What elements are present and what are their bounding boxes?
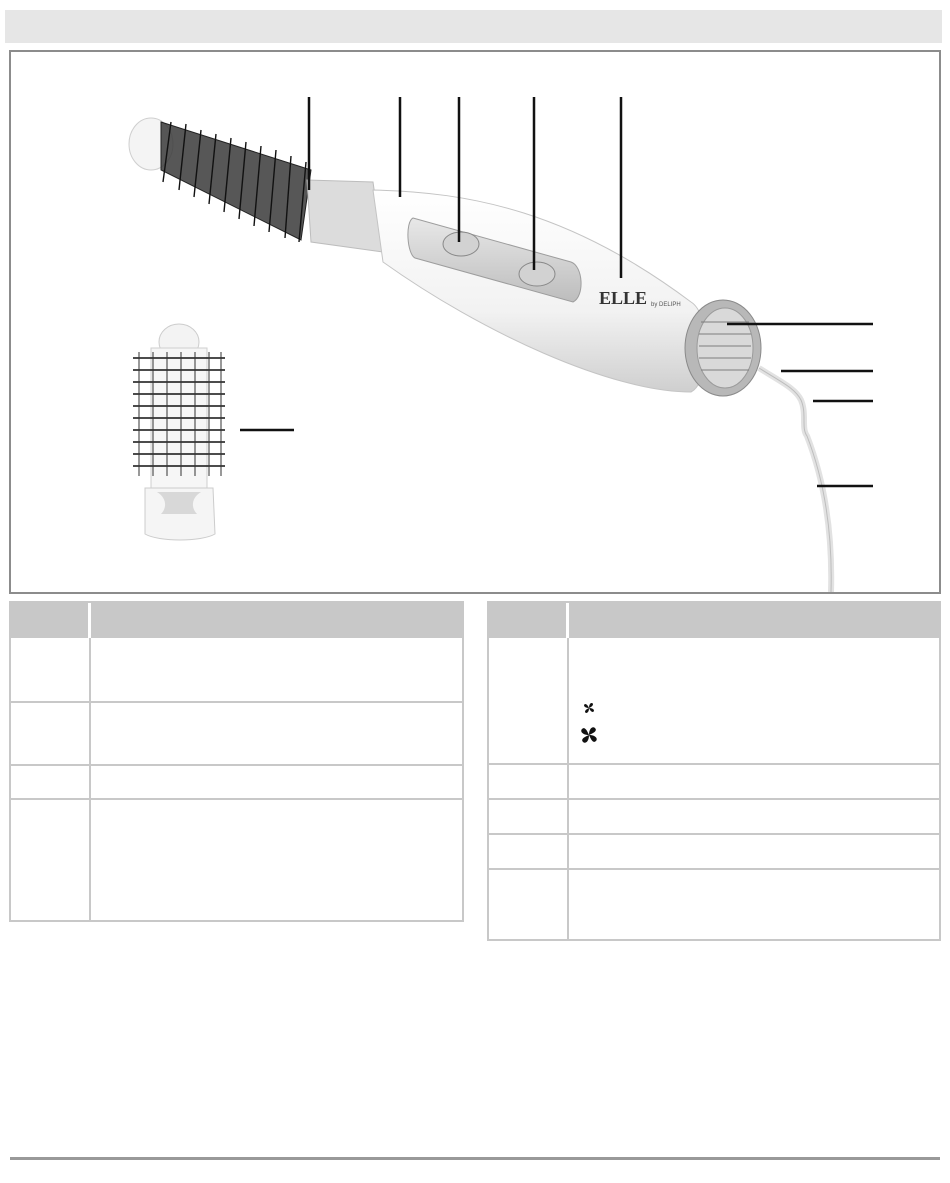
table-row — [489, 638, 939, 763]
table-row — [11, 764, 462, 798]
table-row — [489, 868, 939, 903]
right-table-header — [489, 603, 939, 638]
table-row — [11, 701, 462, 764]
table-row — [11, 638, 462, 701]
main-brush — [129, 118, 831, 592]
table-row — [489, 763, 939, 798]
left-parts-table — [9, 601, 464, 922]
brand-sub: by DELIPH — [651, 302, 681, 308]
page-header-band — [5, 10, 942, 43]
left-table-header — [11, 603, 462, 638]
footer-rule — [10, 1157, 940, 1160]
fan-low-icon — [581, 700, 597, 716]
product-figure — [9, 50, 941, 594]
table-row — [489, 833, 939, 868]
brand-logo: ELLE — [599, 288, 648, 308]
hot-air-brush-illustration — [11, 52, 939, 592]
right-parts-table — [487, 601, 941, 941]
table-row — [489, 798, 939, 833]
table-row — [11, 798, 462, 916]
fan-high-icon — [578, 724, 600, 746]
spare-brush-attachment — [133, 324, 225, 540]
